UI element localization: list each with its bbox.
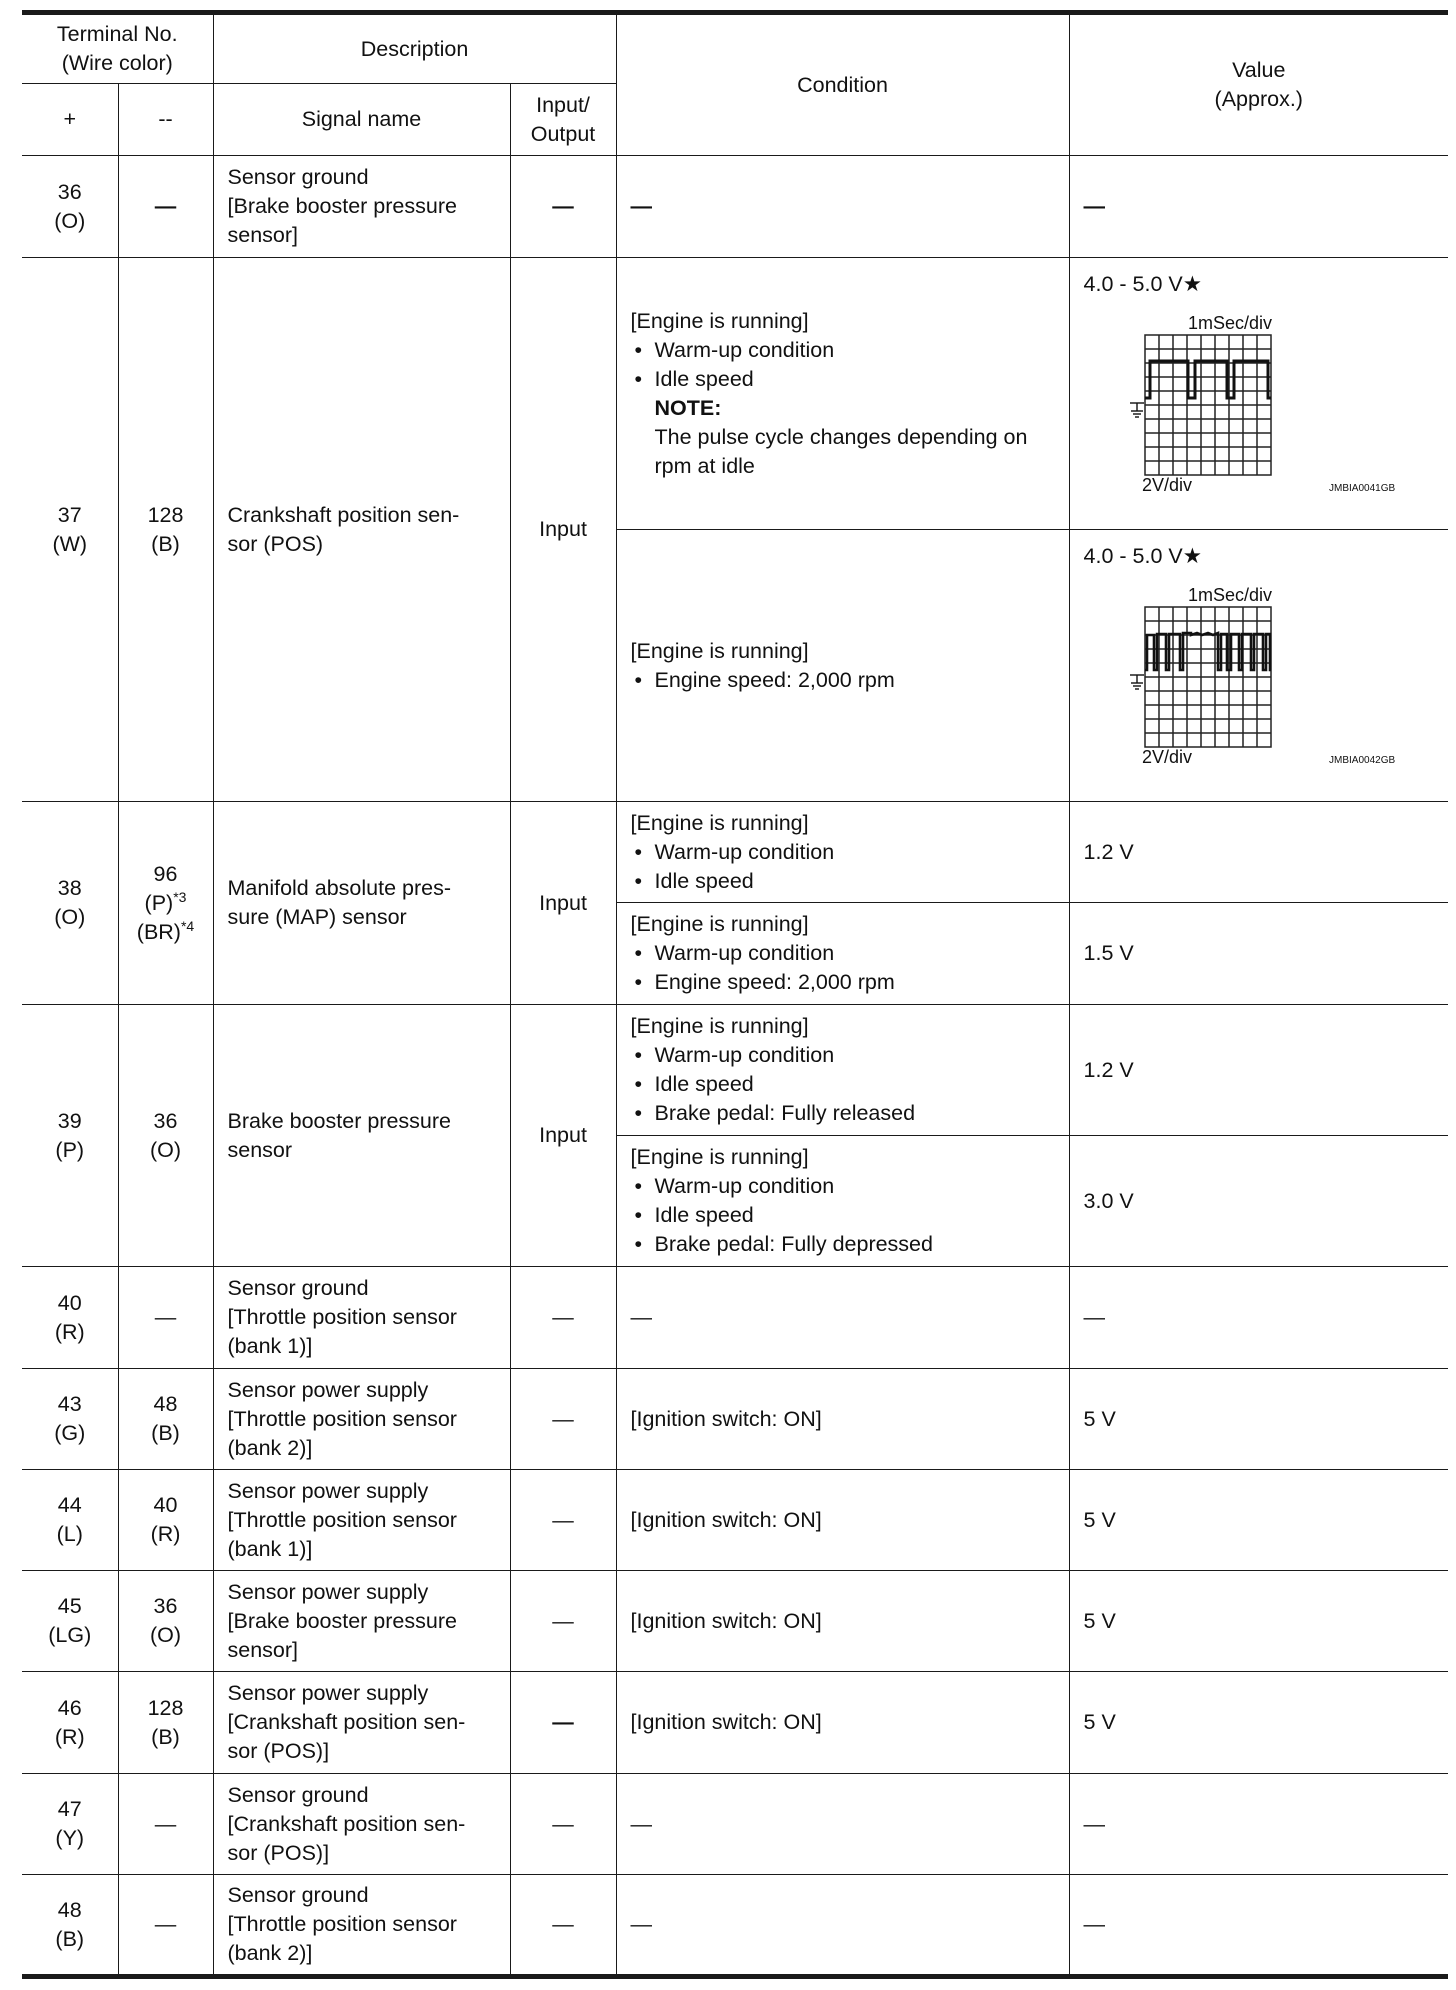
- condition-cell: [Engine is running] • Warm-up condition • Idle speed • Brake pedal: Fully depressed: [616, 1136, 1069, 1267]
- condition-cell: [Ignition switch: ON]: [616, 1369, 1069, 1470]
- signal-name: Sensor power supply [Brake booster pressure sensor]: [213, 1571, 510, 1672]
- minus-terminal: 128 (B): [118, 258, 213, 802]
- minus-terminal: 96 $(P)^{*3}$ (BR)$^{*4}$: [118, 802, 213, 1005]
- plus-terminal: 37 (W): [22, 258, 118, 802]
- terminal-no-header: [22, 13, 213, 84]
- value-cell: [1069, 258, 1448, 530]
- io-cell: —: [510, 1571, 616, 1672]
- signal-name: Brake booster pressure sensor: [213, 1005, 510, 1267]
- table-row: [22, 1875, 1448, 1977]
- signal-name: Sensor power supply [Throttle position sensor (bank 2)]: [213, 1369, 510, 1470]
- plus-terminal: 46 (R): [22, 1672, 118, 1774]
- value-cell: —: [1069, 1267, 1448, 1369]
- oscilloscope-waveform-idle: [1084, 301, 1414, 506]
- condition-cell: —: [616, 1875, 1069, 1977]
- io-cell: Input: [510, 258, 616, 802]
- value-header: [1069, 13, 1448, 156]
- value-cell: 5 V: [1069, 1369, 1448, 1470]
- minus-terminal: —: [118, 1774, 213, 1875]
- condition-cell: [Ignition switch: ON]: [616, 1470, 1069, 1571]
- condition-cell: [Ignition switch: ON]: [616, 1571, 1069, 1672]
- plus-terminal: 47 (Y): [22, 1774, 118, 1875]
- io-cell: Input: [510, 802, 616, 1005]
- minus-terminal: 48 (B): [118, 1369, 213, 1470]
- value-cell: 1.5 V: [1069, 903, 1448, 1005]
- plus-terminal: 40 (R): [22, 1267, 118, 1369]
- condition-cell: [Engine is running] • Warm-up condition • Idle speed • Brake pedal: Fully released: [616, 1005, 1069, 1136]
- value-cell: 1.2 V: [1069, 802, 1448, 903]
- signal-name: Manifold absolute pres- sure (MAP) sensor: [213, 802, 510, 1005]
- minus-terminal: —: [118, 1267, 213, 1369]
- plus-terminal: 39 (P): [22, 1005, 118, 1267]
- volt-div-label: 2V/div: [1141, 747, 1192, 767]
- figure-code: JMBIA0041GB: [1328, 483, 1395, 494]
- plus-terminal: 48 (B): [22, 1875, 118, 1977]
- plus-terminal: 43 (G): [22, 1369, 118, 1470]
- signal-name: Sensor power supply [Throttle position sensor (bank 1)]: [213, 1470, 510, 1571]
- io-cell: —: [510, 1875, 616, 1977]
- minus-header: --: [118, 84, 213, 156]
- volt-div-label: 2V/div: [1141, 475, 1192, 495]
- time-div-label: 1mSec/div: [1187, 313, 1272, 333]
- time-div-label: 1mSec/div: [1187, 585, 1272, 605]
- signal-name: Sensor ground [Throttle position sensor (bank 2)]: [213, 1875, 510, 1977]
- condition-header: Condition: [616, 13, 1069, 156]
- value-cell: 3.0 V: [1069, 1136, 1448, 1267]
- oscilloscope-waveform-2000rpm: [1084, 573, 1414, 778]
- io-cell: —: [510, 156, 616, 258]
- wire-color-label: (Wire color): [61, 51, 173, 75]
- terminal-no-label: Terminal No.: [56, 22, 178, 46]
- table-row: [22, 1774, 1448, 1875]
- io-cell: —: [510, 1672, 616, 1774]
- io-cell: —: [510, 1774, 616, 1875]
- condition-cell: —: [616, 1267, 1069, 1369]
- description-header: Description: [213, 13, 616, 84]
- minus-terminal: 40 (R): [118, 1470, 213, 1571]
- value-cell: —: [1069, 1875, 1448, 1977]
- input-output-header: [510, 84, 616, 156]
- table-row: [22, 1369, 1448, 1470]
- input-output-label-2: Output: [530, 121, 596, 146]
- condition-cell: [Engine is running] • Warm-up condition • Idle speed: [616, 802, 1069, 903]
- input-output-label-1: Input/: [536, 92, 590, 117]
- value-label: Value: [1232, 58, 1286, 82]
- condition-cell: [Ignition switch: ON]: [616, 1672, 1069, 1774]
- minus-terminal: 36 (O): [118, 1005, 213, 1267]
- condition-cell: —: [616, 156, 1069, 258]
- table-row: [22, 1672, 1448, 1774]
- signal-name-header: Signal name: [213, 84, 510, 156]
- waveform-value: 4.0 - 5.0 V★: [1083, 544, 1202, 568]
- signal-name: Sensor ground [Brake booster pressure sensor]: [213, 156, 510, 258]
- io-cell: —: [510, 1369, 616, 1470]
- value-cell: 5 V: [1069, 1470, 1448, 1571]
- signal-name: Sensor power supply [Crankshaft position sen- sor (POS)]: [213, 1672, 510, 1774]
- value-cell: 5 V: [1069, 1571, 1448, 1672]
- figure-code: JMBIA0042GB: [1328, 755, 1395, 766]
- table-row: [22, 802, 1448, 903]
- plus-header: +: [22, 84, 118, 156]
- plus-terminal: 38 (O): [22, 802, 118, 1005]
- condition-cell: [Engine is running] • Warm-up condition • Idle speed NOTE: The pulse cycle changes depending on rpm at idle: [616, 258, 1069, 530]
- table-row: [22, 258, 1448, 530]
- minus-terminal: 128 (B): [118, 1672, 213, 1774]
- value-cell: —: [1069, 1774, 1448, 1875]
- io-cell: Input: [510, 1005, 616, 1267]
- condition-cell: [Engine is running] • Engine speed: 2,000 rpm: [616, 530, 1069, 802]
- plus-terminal: 44 (L): [22, 1470, 118, 1571]
- table-row: [22, 1571, 1448, 1672]
- value-cell: —: [1069, 156, 1448, 258]
- terminal-table: [22, 10, 1448, 1979]
- table-row: [22, 1267, 1448, 1369]
- minus-terminal: —: [118, 1875, 213, 1977]
- io-cell: —: [510, 1267, 616, 1369]
- table-row: [22, 1470, 1448, 1571]
- minus-terminal: —: [118, 156, 213, 258]
- signal-name: Sensor ground [Throttle position sensor (bank 1)]: [213, 1267, 510, 1369]
- value-cell: 1.2 V: [1069, 1005, 1448, 1136]
- condition-cell: [Engine is running] • Warm-up condition • Engine speed: 2,000 rpm: [616, 903, 1069, 1005]
- waveform-value: 4.0 - 5.0 V★: [1083, 272, 1202, 296]
- plus-terminal: 36 (O): [22, 156, 118, 258]
- plus-terminal: 45 (LG): [22, 1571, 118, 1672]
- value-cell: [1069, 530, 1448, 802]
- io-cell: —: [510, 1470, 616, 1571]
- approx-label: (Approx.): [1214, 87, 1303, 111]
- value-cell: 5 V: [1069, 1672, 1448, 1774]
- minus-terminal: 36 (O): [118, 1571, 213, 1672]
- condition-cell: —: [616, 1774, 1069, 1875]
- table-row: [22, 156, 1448, 258]
- table-row: [22, 1005, 1448, 1136]
- signal-name: Sensor ground [Crankshaft position sen- sor (POS)]: [213, 1774, 510, 1875]
- signal-name: Crankshaft position sen- sor (POS): [213, 258, 510, 802]
